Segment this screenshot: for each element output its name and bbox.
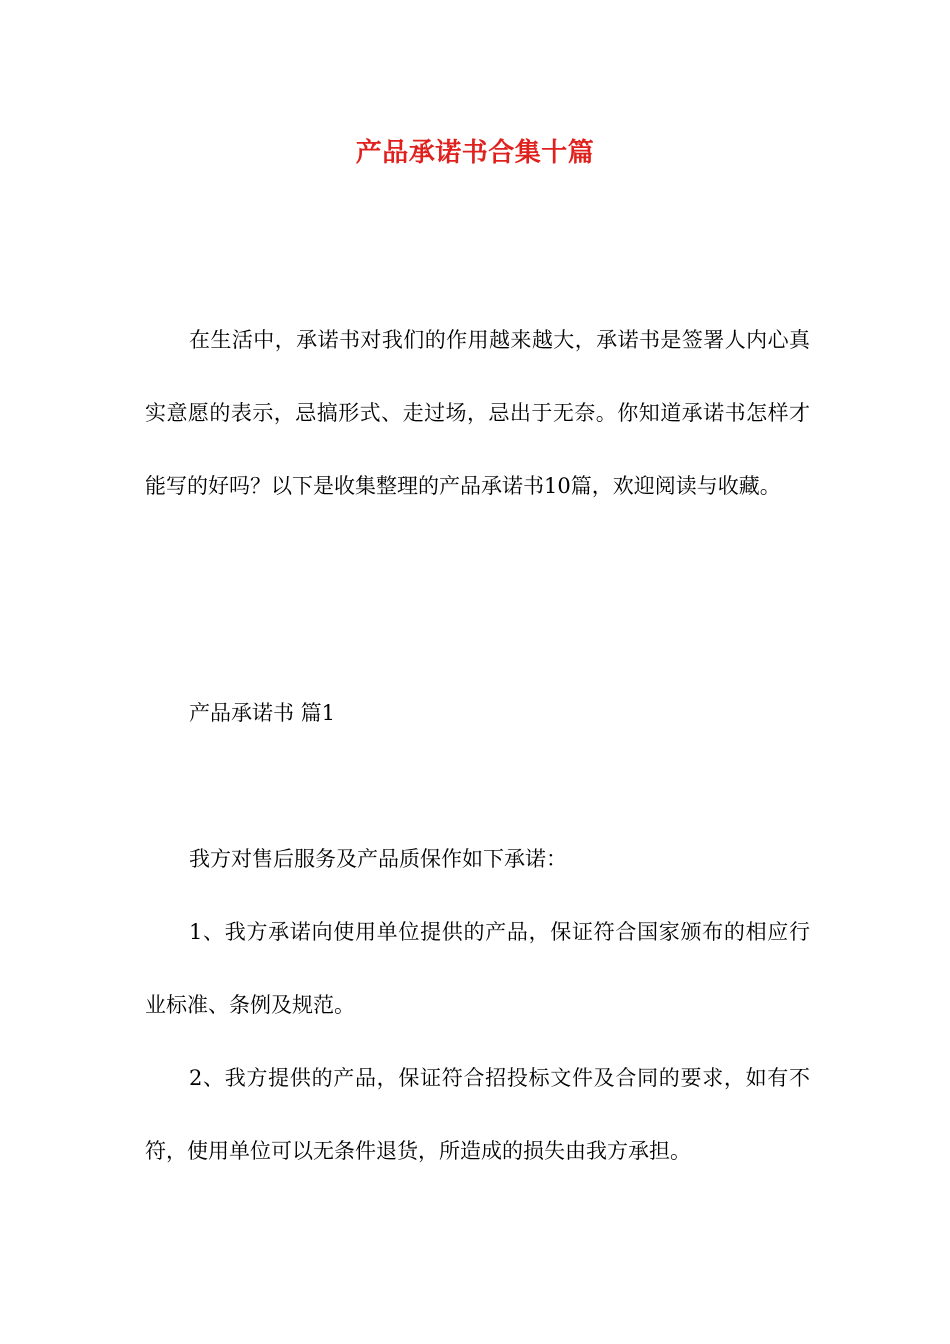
intro-paragraph: 在生活中，承诺书对我们的作用越来越大，承诺书是签署人内心真实意愿的表示，忌搞形式、走过场，忌出于无奈。你知道承诺书怎样才能写的好吗？以下是收集整理的产品承诺书10篇，欢迎阅读与收藏。 xyxy=(145,328,810,498)
document-title: 产品承诺书合集十篇 xyxy=(355,138,595,168)
lead-paragraph: 我方对售后服务及产品质保作如下承诺： xyxy=(189,847,567,871)
section-heading: 产品承诺书 篇1 xyxy=(189,701,336,725)
list-item-1: 1、我方承诺向使用单位提供的产品，保证符合国家颁布的相应行业标准、条例及规范。 xyxy=(145,920,810,1017)
list-item-2: 2、我方提供的产品，保证符合招投标文件及合同的要求，如有不符，使用单位可以无条件退货，所造成的损失由我方承担。 xyxy=(145,1066,810,1163)
